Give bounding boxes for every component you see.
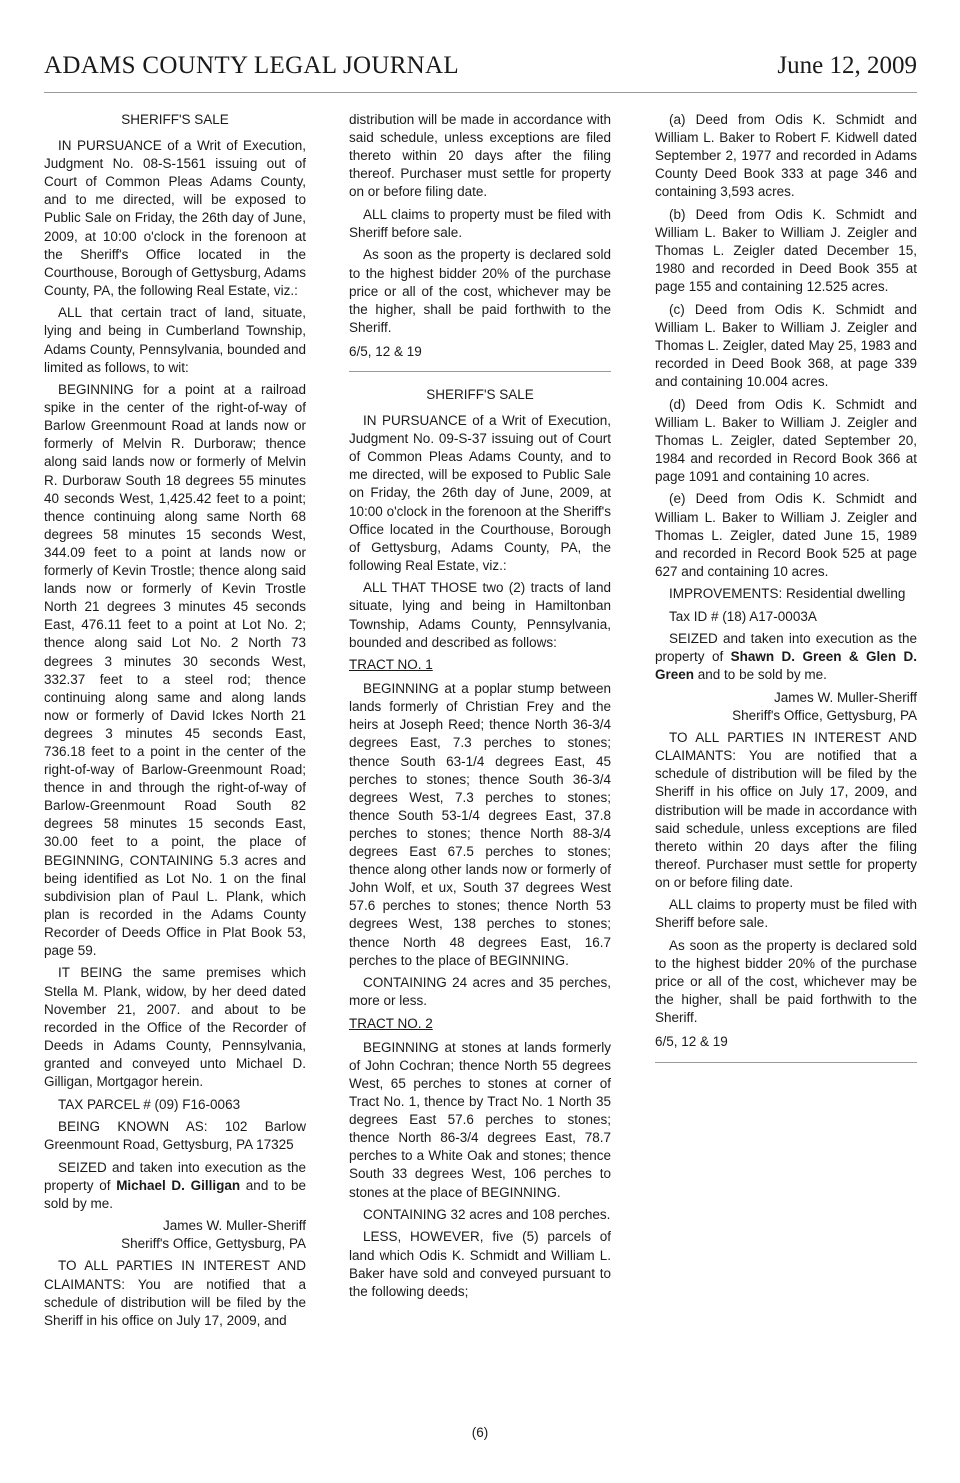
deed-a: (a) Deed from Odis K. Schmidt and William L. Baker to Robert F. Kidwell dated September 2, 1977 and recorded in Adams County Deed Book 333 at page 346 and containing 3,593 acres. bbox=[655, 112, 917, 200]
seized-text-end: and to be sold by me. bbox=[44, 1177, 306, 1211]
seized-text-end: and to be sold by me. bbox=[694, 667, 827, 683]
tract-1-containing: CONTAINING 24 acres and 35 perches, more or less. bbox=[349, 975, 611, 1009]
tract-2-label: TRACT NO. 2 bbox=[349, 1015, 433, 1031]
journal-title: ADAMS COUNTY LEGAL JOURNAL bbox=[44, 52, 459, 79]
deed-d: (d) Deed from Odis K. Schmidt and William L. Baker to William J. Zeigler and Thomas L. Zeigler, dated September 20, 1984 and recorded in Record Book 366 at page 1091 and containing 10 acres. bbox=[655, 396, 917, 484]
tax-parcel: TAX PARCEL # (09) F16-0063 bbox=[58, 1096, 241, 1112]
land-paragraph: ALL that certain tract of land, situate, lying and being in Cumberland Township, Adams County, Pennsylvania, bounded and limited as follows, to wit: bbox=[44, 305, 306, 375]
tract-2-description: BEGINNING at stones at lands formerly of John Cochran; thence North 55 degrees West, 65 perches to stones at corner of Tract No. 1, thence by Tract No. 1 North 35 degrees East 57.6 perches to stones; thence North 86-3/4 degrees East, 78.7 perches to a White Oak and stones; thence South 33 degrees West, 106 perches to stones at the place of BEGINNING. bbox=[349, 1039, 611, 1200]
known-as: BEING KNOWN AS: 102 Barlow Greenmount Road, Gettysburg, PA 17325 bbox=[44, 1119, 306, 1153]
tract-2-containing: CONTAINING 32 acres and 108 perches. bbox=[363, 1206, 611, 1222]
column-1 bbox=[44, 111, 306, 1334]
deed-e: (e) Deed from Odis K. Schmidt and William L. Baker to William J. Zeigler and Thomas L. Zeigler, dated June 15, 1989 and recorded in Record Book 525 at page 627 and containing 10 acres. bbox=[655, 491, 917, 579]
owner-name: Michael D. Gilligan bbox=[116, 1177, 241, 1193]
improvements: IMPROVEMENTS: Residential dwelling bbox=[669, 586, 906, 602]
payment-paragraph: As soon as the property is declared sold to the highest bidder 20% of the purchase price or all of the cost, whichever may be the higher, shall be paid forthwith to the Sheriff. bbox=[655, 937, 917, 1026]
sheriff-name: James W. Muller-Sheriff bbox=[773, 689, 917, 705]
land-paragraph: ALL THAT THOSE two (2) tracts of land situate, lying and being in Hamiltonban Township, Adams County, Pennsylvania, bounded and described as follows: bbox=[349, 580, 611, 650]
description-paragraph: BEGINNING for a point at a railroad spike in the center of the right-of-way of Barlow Greenmount Road at lands now or formerly of Melvin R. Durboraw; thence along said lands now or formerly of Melvin R. Durboraw South 18 degrees 55 minutes 40 seconds West, 1,425.42 feet to a point; thence continuing along same North 68 degrees 58 minutes 15 seconds West, 344.09 feet to a point at lands now or formerly of Kevin Trostle; thence along said lands now or formerly of Kevin Trostle North 21 degrees 3 minutes 45 seconds East, 476.11 feet to a point at Lot No. 2; thence along said Lot No. 2 North 73 degrees 3 minutes 30 seconds West, 332.37 feet to a steel rod; thence continuing along same and along lands now or formerly of David Ickes North 21 degrees 3 minutes 45 seconds East, 736.18 feet to a point in the center of the right-of-way of Barlow-Greenmount Road; thence in and through the right-of-way of Barlow-Greenmount Road South 82 degrees 58 minutes 15 seconds East, 30.00 feet to a point, the place of BEGINNING, CONTAINING 5.3 acres and being identified as Lot No. 1 on the final subdivision plan of Paul L. Plank, which plan is recorded in the Adams County Recorder of Deeds Office in Plat Book 53, page 59. bbox=[44, 382, 306, 958]
column-2 bbox=[349, 111, 611, 1305]
sheriff-name: James W. Muller-Sheriff bbox=[162, 1218, 306, 1234]
writ-paragraph: IN PURSUANCE of a Writ of Execution, Judgment No. 08-S-1561 issuing out of Court of Common Pleas Adams County, and to me directed, will be exposed to Public Sale on Friday, the 26th day of June, 2009, at 10:00 o'clock in the forenoon at the Sheriff's Office located in the Courthouse, Borough of Gettysburg, Adams County, PA, the following Real Estate, viz.: bbox=[44, 138, 306, 298]
notice-heading: SHERIFF'S SALE bbox=[426, 387, 534, 402]
page-header bbox=[44, 52, 917, 84]
notice-divider bbox=[655, 1062, 917, 1063]
sheriff-office: Sheriff's Office, Gettysburg, PA bbox=[121, 1236, 306, 1252]
seized-paragraph bbox=[655, 630, 917, 684]
tract-1-description: BEGINNING at a poplar stump between lands formerly of Christian Frey and the heirs at Joseph Reed; thence North 36-3/4 degrees East, 7.3 perches to stones; thence South 63-1/4 degrees East, 45 perches to stones; thence South 36-3/4 degrees West, 7.3 perches to stones; thence South 53-1/4 degrees East, 37.8 perches to stones; thence North 88-3/4 degrees East 67.5 perches to stones; thence along other lands now or formerly of John Wolf, et ux, South 37 degrees West 57.6 perches to stones; thence North 53 degrees West, 138 perches to stones; thence North 48 degrees East, 16.7 perches to the place of BEGINNING. bbox=[349, 681, 611, 968]
column-3 bbox=[655, 111, 917, 1077]
seized-text: SEIZED and taken into execution as the property of bbox=[44, 1159, 306, 1193]
notice-heading: SHERIFF'S SALE bbox=[121, 112, 229, 127]
writ-paragraph: IN PURSUANCE of a Writ of Execution, Judgment No. 09-S-37 issuing out of Court of Common Pleas Adams County, and to me directed, will be exposed to Public Sale on Friday, the 26th day of June, 2009, at 10:00 o'clock in the forenoon at the Sheriff's Office located in the Courthouse, Borough of Gettysburg, Adams County, PA, the following Real Estate, viz.: bbox=[349, 413, 611, 573]
notice-divider bbox=[349, 371, 611, 372]
payment-paragraph: As soon as the property is declared sold to the highest bidder 20% of the purchase price or all of the cost, whichever may be the higher, shall be paid forthwith to the Sheriff. bbox=[349, 247, 611, 335]
page-number: (6) bbox=[471, 1425, 489, 1440]
deed-c: (c) Deed from Odis K. Schmidt and William L. Baker to William J. Zeigler and Thomas L. Zeigler, dated May 25, 1983 and recorded in Deed Book 368, at page 339 and containing 10.004 acres. bbox=[655, 301, 917, 390]
less-paragraph: LESS, HOWEVER, five (5) parcels of land which Odis K. Schmidt and William L. Baker have sold and conveyed pursuant to the following deeds; bbox=[349, 1229, 611, 1299]
tract-1-label: TRACT NO. 1 bbox=[349, 657, 433, 673]
owner-name: Shawn D. Green & Glen D. Green bbox=[655, 649, 917, 683]
deed-history-paragraph: IT BEING the same premises which Stella M. Plank, widow, by her deed dated November 21, 2007. and about to be recorded in the Office of the Recorder of Deeds in Adams County, Pennsylvania, granted and conveyed unto Michael D. Gilligan, Mortgagor herein. bbox=[44, 965, 306, 1090]
sheriff-office: Sheriff's Office, Gettysburg, PA bbox=[732, 708, 917, 724]
notice-continued: distribution will be made in accordance with said schedule, unless exceptions are filed thereto within 20 days after the filing thereof. Purchaser must settle for property on or before filing date. bbox=[349, 112, 611, 200]
publication-dates: 6/5, 12 & 19 bbox=[349, 343, 422, 359]
claims-paragraph: ALL claims to property must be filed with Sheriff before sale. bbox=[655, 897, 917, 931]
issue-date: June 12, 2009 bbox=[777, 52, 917, 79]
notice-paragraph: TO ALL PARTIES IN INTEREST AND CLAIMANTS: You are notified that a schedule of distribution will be filed by the Sheriff in his office on July 17, 2009, and distribution will be made in accordance with said schedule, unless exceptions are filed thereto within 20 days after the filing thereof. Purchaser must settle for property on or before filing date. bbox=[655, 730, 917, 890]
claims-paragraph: ALL claims to property must be filed with Sheriff before sale. bbox=[349, 206, 611, 240]
header-divider bbox=[44, 92, 917, 93]
notice-paragraph: TO ALL PARTIES IN INTEREST AND CLAIMANTS: You are notified that a schedule of distribution will be filed by the Sheriff in his office on July 17, 2009, and bbox=[44, 1258, 306, 1328]
tax-id: Tax ID # (18) A17-0003A bbox=[669, 608, 817, 624]
publication-dates: 6/5, 12 & 19 bbox=[655, 1034, 728, 1050]
deed-b: (b) Deed from Odis K. Schmidt and William L. Baker to William J. Zeigler and Thomas L. Zeigler dated December 15, 1980 and recorded in Deed Book 355 at page 155 and containing 12.525 acres. bbox=[655, 206, 917, 295]
seized-paragraph bbox=[44, 1159, 306, 1213]
seized-text: SEIZED and taken into execution as the property of bbox=[655, 631, 917, 665]
